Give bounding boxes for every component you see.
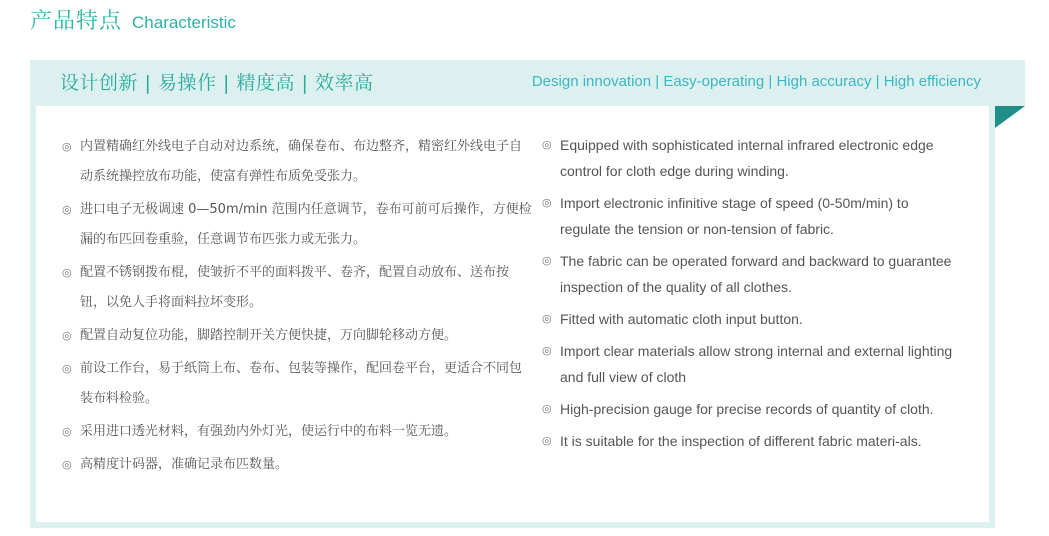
list-item: [542, 428, 962, 454]
list-item: [62, 195, 532, 255]
bullet-circle-icon: ◎: [62, 425, 72, 438]
bullet-circle-icon: ◎: [542, 255, 552, 267]
list-item: [542, 396, 962, 422]
title-english: Characteristic: [132, 13, 236, 32]
feature-text: 内置精确红外线电子自动对边系统，确保卷布、布边整齐，精密红外线电子自动系统操控放布功能，使富有弹性布质免受张力。: [80, 139, 523, 184]
feature-text: 采用进口透光材料，有强劲内外灯光，使运行中的布料一览无遗。: [80, 424, 458, 439]
bullet-circle-icon: ◎: [542, 403, 552, 415]
feature-text: Import clear materials allow strong internal and external lighting and full view of cloth: [560, 343, 953, 385]
banner-english: Design innovation | Easy-operating | High accuracy | High efficiency: [531, 73, 981, 90]
list-item: [542, 132, 962, 184]
bullet-circle-icon: ◎: [62, 266, 72, 279]
features-panel: [30, 106, 995, 528]
bullet-circle-icon: ◎: [62, 140, 72, 153]
feature-text: Import electronic infinitive stage of speed (0-50m/min) to regulate the tension or non-tension of fabric.: [560, 195, 909, 237]
list-item: [542, 306, 962, 332]
list-item: [542, 248, 962, 300]
bullet-circle-icon: ◎: [542, 313, 552, 325]
section-title: [30, 4, 236, 35]
feature-text: Fitted with automatic cloth input button.: [560, 311, 803, 327]
banner-chinese: 设计创新 | 易操作 | 精度高 | 效率高: [60, 72, 374, 94]
feature-text: High-precision gauge for precise records of quantity of cloth.: [560, 401, 934, 417]
features-list-english: [542, 132, 962, 460]
list-item: [62, 321, 532, 351]
bullet-circle-icon: ◎: [542, 139, 552, 151]
feature-text: 前设工作台，易于纸筒上布、卷布、包装等操作，配回卷平台，更适合不同包装布料检验。: [80, 361, 523, 406]
list-item: [542, 190, 962, 242]
bullet-circle-icon: ◎: [542, 345, 552, 357]
bullet-circle-icon: ◎: [542, 435, 552, 447]
title-chinese: 产品特点: [30, 9, 123, 34]
features-panel-inner: [36, 106, 989, 522]
bullet-circle-icon: ◎: [62, 362, 72, 375]
bullet-circle-icon: ◎: [62, 329, 72, 342]
bullet-circle-icon: ◎: [62, 458, 72, 471]
corner-fold-decoration: [995, 106, 1025, 128]
list-item: [62, 417, 532, 447]
feature-text: Equipped with sophisticated internal infrared electronic edge control for cloth edge during winding.: [560, 137, 934, 179]
feature-banner: [30, 60, 1025, 106]
bullet-circle-icon: ◎: [62, 203, 72, 216]
feature-text: It is suitable for the inspection of different fabric materi-als.: [560, 433, 922, 449]
feature-text: 高精度计码器，准确记录布匹数量。: [80, 457, 289, 472]
list-item: [542, 338, 962, 390]
feature-text: 配置不锈钢拨布棍，使皱折不平的面料拨平、卷齐，配置自动放布、送布按钮，以免人手将面料拉坏变形。: [80, 265, 510, 310]
bullet-circle-icon: ◎: [542, 197, 552, 209]
list-item: [62, 354, 532, 414]
features-list-chinese: [62, 132, 532, 483]
list-item: [62, 450, 532, 480]
feature-text: 进口电子无极调速 0—50m/min 范围内任意调节，卷布可前可后操作，方便检漏的布匹回卷重验，任意调节布匹张力或无张力。: [80, 202, 532, 247]
feature-text: The fabric can be operated forward and backward to guarantee inspection of the quality of all clothes.: [560, 253, 952, 295]
list-item: [62, 258, 532, 318]
list-item: [62, 132, 532, 192]
feature-text: 配置自动复位功能，脚踏控制开关方便快捷，万向脚轮移动方便。: [80, 328, 458, 343]
